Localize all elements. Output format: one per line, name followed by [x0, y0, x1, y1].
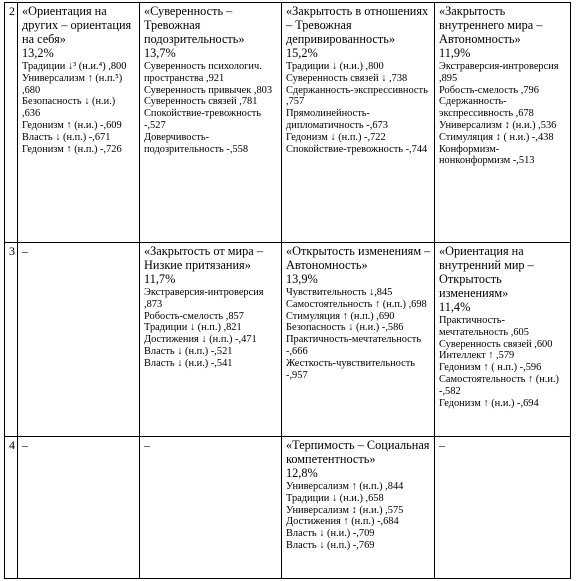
item: Робость-смелость ,796: [439, 84, 539, 96]
table-cell: [435, 243, 571, 437]
table-cell: [18, 3, 140, 243]
item: Стимуляция ↑ (н.п.) ,690: [286, 310, 395, 322]
item: Самостоятельность ↑ (н.и.) -,582: [439, 373, 559, 397]
item: Практичность-мечтательность ,605: [439, 315, 529, 338]
item: Сдержанность-экспрессивность ,757: [286, 84, 428, 108]
item: Спокойствие-тревожность -,744: [286, 143, 428, 155]
item: Суверенность связей ↓ ,738: [286, 72, 408, 84]
factor-header: «Закрытость внутреннего мира – Автономность»: [439, 4, 543, 46]
factor-header: «Ориентация на внутренний мир – Открытость изменениям»: [439, 244, 534, 300]
item: Прямолинейность-дипломатичность -,673: [286, 108, 388, 131]
factor-percent: 11,7%: [144, 272, 176, 286]
row-number: 2: [5, 3, 18, 243]
factor-percent: 15,2%: [286, 46, 318, 60]
factor-header: «Ориентация на других – ориентация на себя»: [22, 4, 132, 46]
factor-percent: 13,2%: [22, 46, 54, 60]
factor-percent: 13,7%: [144, 46, 176, 60]
table-row: [5, 3, 571, 243]
table-row: [5, 243, 571, 437]
item: Универсализм ↕ (н.и.) ,575: [286, 504, 404, 516]
item: Жесткость-чувствительность -,957: [286, 357, 415, 381]
table-cell: [140, 437, 282, 579]
table-cell: [282, 437, 435, 579]
item: Гедонизм ↑ ( н.п.) -,596: [439, 362, 542, 374]
item: Робость-смелость ,857: [144, 310, 244, 322]
item: Конформизм-нонконформизм -,513: [439, 143, 535, 167]
table-cell: [435, 3, 571, 243]
empty-dash: –: [439, 438, 445, 452]
item: Безопасность ↓ (н.и.) ,636: [22, 96, 116, 120]
table-cell: [435, 437, 571, 579]
item: Универсализм ↑ (н.п.) ,844: [286, 481, 404, 492]
item: Традиции ↓³ (н.и.⁴) ,800: [22, 61, 127, 72]
factor-header: «Закрытость от мира – Низкие притязания»: [144, 244, 263, 272]
table-cell: [282, 243, 435, 437]
empty-dash: –: [22, 244, 28, 258]
item: Экстраверсия-интроверсия ,873: [144, 287, 264, 310]
item: Традиции ↓ (н.и.) ,800: [286, 61, 384, 72]
item: Универсализм ↑ (н.п.⁵) ,680: [22, 72, 123, 96]
table-cell: [140, 3, 282, 243]
item: Суверенность привычек ,803: [144, 84, 273, 96]
table-cell: [18, 243, 140, 437]
item: Суверенность связей ,600: [439, 338, 553, 350]
item: Власть ↓ (н.и.) -,709: [286, 528, 375, 540]
item: Безопасность ↓ (н.и.) -,586: [286, 322, 404, 334]
factor-percent: 13,9%: [286, 272, 318, 286]
factor-header: «Терпимость – Социальная компетентность»: [286, 438, 430, 466]
empty-dash: –: [22, 438, 28, 452]
item: Универсализм ↕ (н.и.) ,536: [439, 119, 557, 131]
factor-header: «Открытость изменениям – Автономность»: [286, 244, 431, 272]
item: Власть ↓ (н.п.) -,671: [22, 131, 111, 143]
item: Практичность-мечтательность -,666: [286, 334, 422, 357]
item: Традиции ↓ (н.и.) ,658: [286, 492, 384, 504]
item: Сдержанность-экспрессивность ,678: [439, 96, 534, 120]
table-cell: [18, 437, 140, 579]
item: Достижения ↓ (н.п.) -,471: [144, 334, 257, 346]
item: Гедонизм ↑ (н.и.) -,609: [22, 119, 122, 131]
item: Интеллект ↑ ,579: [439, 350, 515, 362]
factor-header: «Закрытость в отношениях – Тревожная депривированность»: [286, 4, 429, 46]
table-cell: [140, 243, 282, 437]
item: Суверенность психологич. пространства ,921: [144, 61, 262, 84]
factor-percent: 11,9%: [439, 46, 471, 60]
table-cell: [282, 3, 435, 243]
item: Самостоятельность ↑ (н.п.) ,698: [286, 298, 427, 310]
factor-percent: 11,4%: [439, 300, 471, 314]
item: Спокойствие-тревожность -,527: [144, 108, 261, 131]
row-number: 3: [5, 243, 18, 437]
factor-table: [4, 2, 571, 579]
item: Доверчивость-подозрительность -,558: [144, 131, 249, 155]
factor-percent: 12,8%: [286, 466, 318, 480]
item: Власть ↓ (н.п.) -,769: [286, 539, 375, 551]
item: Власть ↓ (н.и.) -,541: [144, 357, 233, 369]
item: Чувствительность ↓,845: [286, 287, 393, 298]
item: Гедонизм ↓ (н.п.) -,722: [286, 131, 386, 143]
item: Стимуляция ↕ ( н.и.) -,438: [439, 131, 554, 143]
item: Достижения ↑ (н.п.) -,684: [286, 516, 399, 528]
item: Суверенность связей ,781: [144, 96, 258, 108]
item: Гедонизм ↑ (н.п.) -,726: [22, 143, 122, 155]
item: Традиции ↓ (н.п.) ,821: [144, 322, 242, 334]
item: Экстраверсия-интроверсия ,895: [439, 61, 559, 84]
factor-header: «Суверенность – Тревожная подозрительность»: [144, 4, 245, 46]
item: Власть ↓ (н.п.) -,521: [144, 345, 233, 357]
item: Гедонизм ↑ (н.и.) -,694: [439, 397, 539, 409]
row-number: 4: [5, 437, 18, 579]
empty-dash: –: [144, 438, 150, 452]
table-row: [5, 437, 571, 579]
